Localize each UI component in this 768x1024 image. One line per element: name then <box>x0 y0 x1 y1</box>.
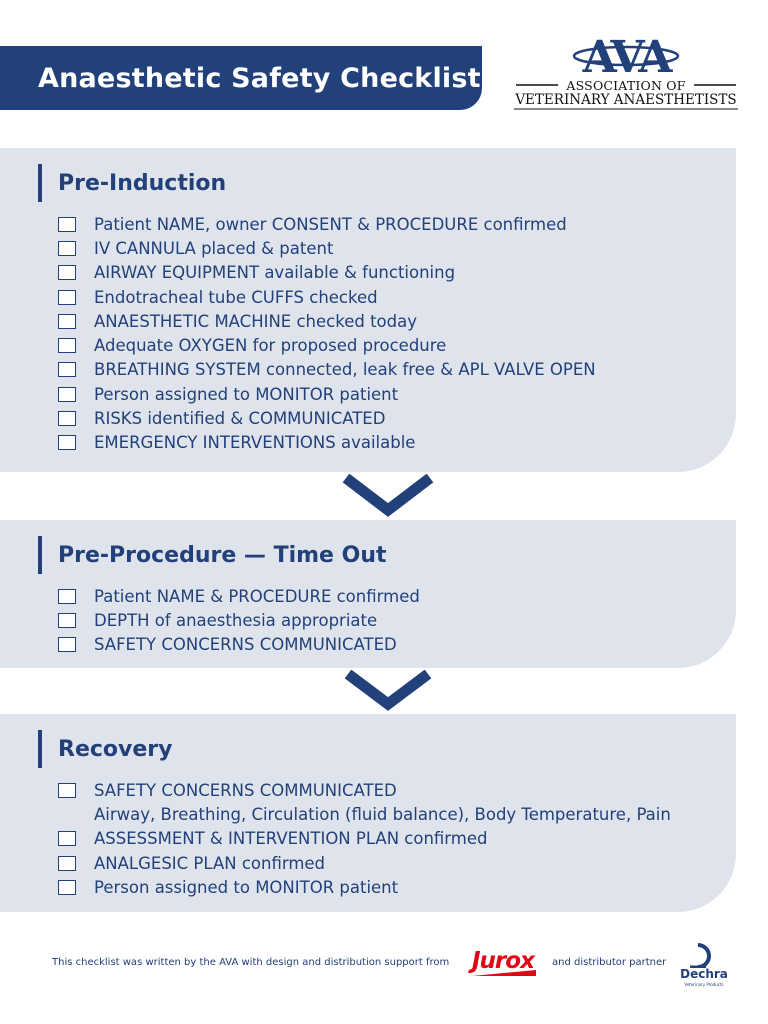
checklist-item <box>58 802 671 826</box>
checklist-item <box>58 358 596 382</box>
checklist <box>58 584 420 657</box>
footer-partner-text: and distributor partner <box>552 957 667 968</box>
checklist-item <box>58 778 671 802</box>
dechra-wordmark: Dechra <box>680 967 728 981</box>
checklist-item-label: ASSESSMENT & INTERVENTION PLAN confirmed <box>94 829 488 849</box>
checkbox[interactable] <box>58 217 76 232</box>
dechra-mark-icon <box>676 942 732 968</box>
checklist-item <box>58 875 671 899</box>
checkbox[interactable] <box>58 831 76 846</box>
checklist <box>58 212 596 455</box>
checklist-item-label: RISKS identified & COMMUNICATED <box>94 409 386 429</box>
checklist-item-label: Patient NAME & PROCEDURE confirmed <box>94 586 420 606</box>
checkbox[interactable] <box>58 265 76 280</box>
checklist-item-label: IV CANNULA placed & patent <box>94 238 334 258</box>
checklist-item <box>58 633 420 657</box>
checklist-item <box>58 584 420 608</box>
checklist-item-label: ANALGESIC PLAN confirmed <box>94 853 326 873</box>
checklist-item-label: SAFETY CONCERNS COMMUNICATED <box>94 780 397 800</box>
checklist-item-label: EMERGENCY INTERVENTIONS available <box>94 433 416 453</box>
jurox-wordmark: Jurox <box>472 948 534 974</box>
checkbox[interactable] <box>58 637 76 652</box>
chevron-down-icon <box>342 670 434 712</box>
checklist-item-label: Person assigned to MONITOR patient <box>94 877 399 897</box>
checklist-item <box>58 431 596 455</box>
section-title: Pre-Procedure — Time Out <box>38 536 387 574</box>
page-title: Anaesthetic Safety Checklist <box>38 62 481 94</box>
section-recovery <box>0 714 736 912</box>
section-title: Pre-Induction <box>38 164 226 202</box>
checklist-item-label: Endotracheal tube CUFFS checked <box>94 287 378 307</box>
dechra-tagline: Veterinary Products <box>684 982 724 987</box>
checklist-item <box>58 236 596 260</box>
logo-line-2: VETERINARY ANAESTHETISTS <box>515 92 737 108</box>
checkbox[interactable] <box>58 613 76 628</box>
checkbox[interactable] <box>58 362 76 377</box>
checklist-item-label: BREATHING SYSTEM connected, leak free & APL VALVE OPEN <box>94 360 596 380</box>
checklist-item <box>58 851 671 875</box>
checklist-item <box>58 285 596 309</box>
checkbox[interactable] <box>58 589 76 604</box>
checklist-item <box>58 382 596 406</box>
checklist-item <box>58 608 420 632</box>
section-title: Recovery <box>38 730 172 768</box>
checklist-item <box>58 212 596 236</box>
jurox-logo <box>470 946 540 980</box>
checklist-item-label: Adequate OXYGEN for proposed procedure <box>94 336 447 356</box>
checkbox[interactable] <box>58 290 76 305</box>
checklist-item <box>58 309 596 333</box>
chevron-down-icon <box>340 474 436 518</box>
checkbox[interactable] <box>58 435 76 450</box>
checklist <box>58 778 671 899</box>
checklist-item <box>58 261 596 285</box>
section-pre-induction <box>0 148 736 472</box>
checklist-item-label: Person assigned to MONITOR patient <box>94 384 399 404</box>
section-pre-procedure <box>0 520 736 668</box>
checklist-item <box>58 333 596 357</box>
checkbox[interactable] <box>58 387 76 402</box>
checklist-item-label: AIRWAY EQUIPMENT available & functioning <box>94 263 456 283</box>
logo-line-1: ASSOCIATION OF <box>566 78 686 93</box>
checklist-item-label: SAFETY CONCERNS COMMUNICATED <box>94 635 397 655</box>
checklist-item <box>58 827 671 851</box>
checkbox[interactable] <box>58 411 76 426</box>
checkbox[interactable] <box>58 338 76 353</box>
logo-initials: AVA <box>582 32 670 82</box>
checklist-item-label: Airway, Breathing, Circulation (fluid balance), Body Temperature, Pain <box>94 804 671 824</box>
footer-credit-text: This checklist was written by the AVA with design and distribution support from <box>52 957 450 968</box>
checklist-item-label: ANAESTHETIC MACHINE checked today <box>94 311 417 331</box>
title-banner <box>0 46 482 110</box>
ava-logo <box>512 22 740 114</box>
checklist-item-label: Patient NAME, owner CONSENT & PROCEDURE confirmed <box>94 214 567 234</box>
checklist-item-label: DEPTH of anaesthesia appropriate <box>94 610 378 630</box>
checkbox[interactable] <box>58 314 76 329</box>
checkbox[interactable] <box>58 241 76 256</box>
checkbox[interactable] <box>58 783 76 798</box>
checklist-item <box>58 406 596 430</box>
dechra-logo <box>676 942 732 988</box>
checkbox[interactable] <box>58 856 76 871</box>
checkbox[interactable] <box>58 880 76 895</box>
